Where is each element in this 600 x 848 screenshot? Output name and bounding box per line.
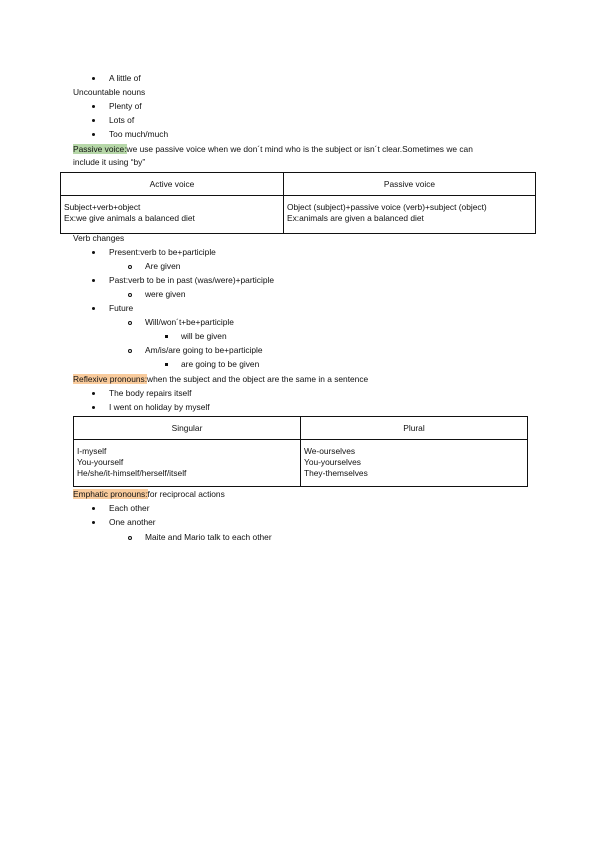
cell-line: You-yourselves <box>304 457 361 467</box>
list-item: are going to be given <box>181 359 260 369</box>
cell-line: He/she/it-himself/herself/itself <box>77 468 187 478</box>
circle-bullet-icon <box>128 349 132 353</box>
circle-bullet-icon <box>128 265 132 269</box>
table-header: Plural <box>301 417 528 440</box>
square-bullet-icon <box>165 363 168 366</box>
list-item: Past:verb to be in past (was/were)+participle <box>109 275 275 285</box>
bullet-icon <box>92 392 95 395</box>
section-heading: Verb changes <box>73 233 125 243</box>
bullet-icon <box>92 406 95 409</box>
list-item: Are given <box>145 261 181 271</box>
list-item: Plenty of <box>109 101 142 111</box>
table-cell <box>74 440 301 487</box>
list-item: will be given <box>181 331 227 341</box>
emphatic-text: for reciprocal actions <box>147 489 225 499</box>
circle-bullet-icon <box>128 536 132 540</box>
cell-line: We-ourselves <box>304 446 356 456</box>
circle-bullet-icon <box>128 321 132 325</box>
cell-line: Object (subject)+passive voice (verb)+subject (object) <box>287 202 487 212</box>
bullet-icon <box>92 119 95 122</box>
cell-line: Ex:animals are given a balanced diet <box>287 213 424 223</box>
list-item: The body repairs itself <box>109 388 192 398</box>
list-item: Future <box>109 303 134 313</box>
table-header: Singular <box>74 417 301 440</box>
bullet-icon <box>92 307 95 310</box>
square-bullet-icon <box>165 335 168 338</box>
list-item: A little of <box>109 73 141 83</box>
list-item: Maite and Mario talk to each other <box>145 532 272 542</box>
cell-line: Ex:we give animals a balanced diet <box>64 213 195 223</box>
list-item: One another <box>109 517 156 527</box>
reflexive-text: when the subject and the object are the same in a sentence <box>147 374 369 384</box>
circle-bullet-icon <box>128 293 132 297</box>
passive-voice-definition <box>73 144 473 155</box>
bullet-icon <box>92 279 95 282</box>
section-heading: Uncountable nouns <box>73 87 146 97</box>
voice-table <box>60 172 536 234</box>
cell-line: I-myself <box>77 446 107 456</box>
cell-line: Subject+verb+object <box>64 202 141 212</box>
emphatic-definition <box>73 489 225 500</box>
list-item: Am/is/are going to be+participle <box>145 345 263 355</box>
list-item: Present:verb to be+participle <box>109 247 216 257</box>
bullet-icon <box>92 507 95 510</box>
passive-voice-label: Passive voice: <box>73 144 127 154</box>
list-item: Too much/much <box>109 129 169 139</box>
bullet-icon <box>92 133 95 136</box>
bullet-icon <box>92 521 95 524</box>
table-cell <box>301 440 528 487</box>
reflexive-label: Reflexive pronouns: <box>73 374 148 384</box>
list-item: I went on holiday by myself <box>109 402 210 412</box>
table-cell <box>61 196 284 234</box>
passive-voice-text: we use passive voice when we don´t mind who is the subject or isn´t clear.Sometimes we can <box>126 144 473 154</box>
emphatic-label: Emphatic pronouns: <box>73 489 148 499</box>
pronoun-table <box>73 416 528 487</box>
bullet-icon <box>92 77 95 80</box>
list-item: were given <box>145 289 186 299</box>
table-cell <box>284 196 536 234</box>
table-header: Passive voice <box>284 173 536 196</box>
bullet-icon <box>92 105 95 108</box>
reflexive-definition <box>73 374 368 385</box>
passive-voice-text-continued: include it using “by” <box>73 157 146 167</box>
table-header: Active voice <box>61 173 284 196</box>
cell-line: They-themselves <box>304 468 368 478</box>
list-item: Will/won´t+be+participle <box>145 317 234 327</box>
cell-line: You-yourself <box>77 457 124 467</box>
list-item: Each other <box>109 503 150 513</box>
list-item: Lots of <box>109 115 135 125</box>
bullet-icon <box>92 251 95 254</box>
